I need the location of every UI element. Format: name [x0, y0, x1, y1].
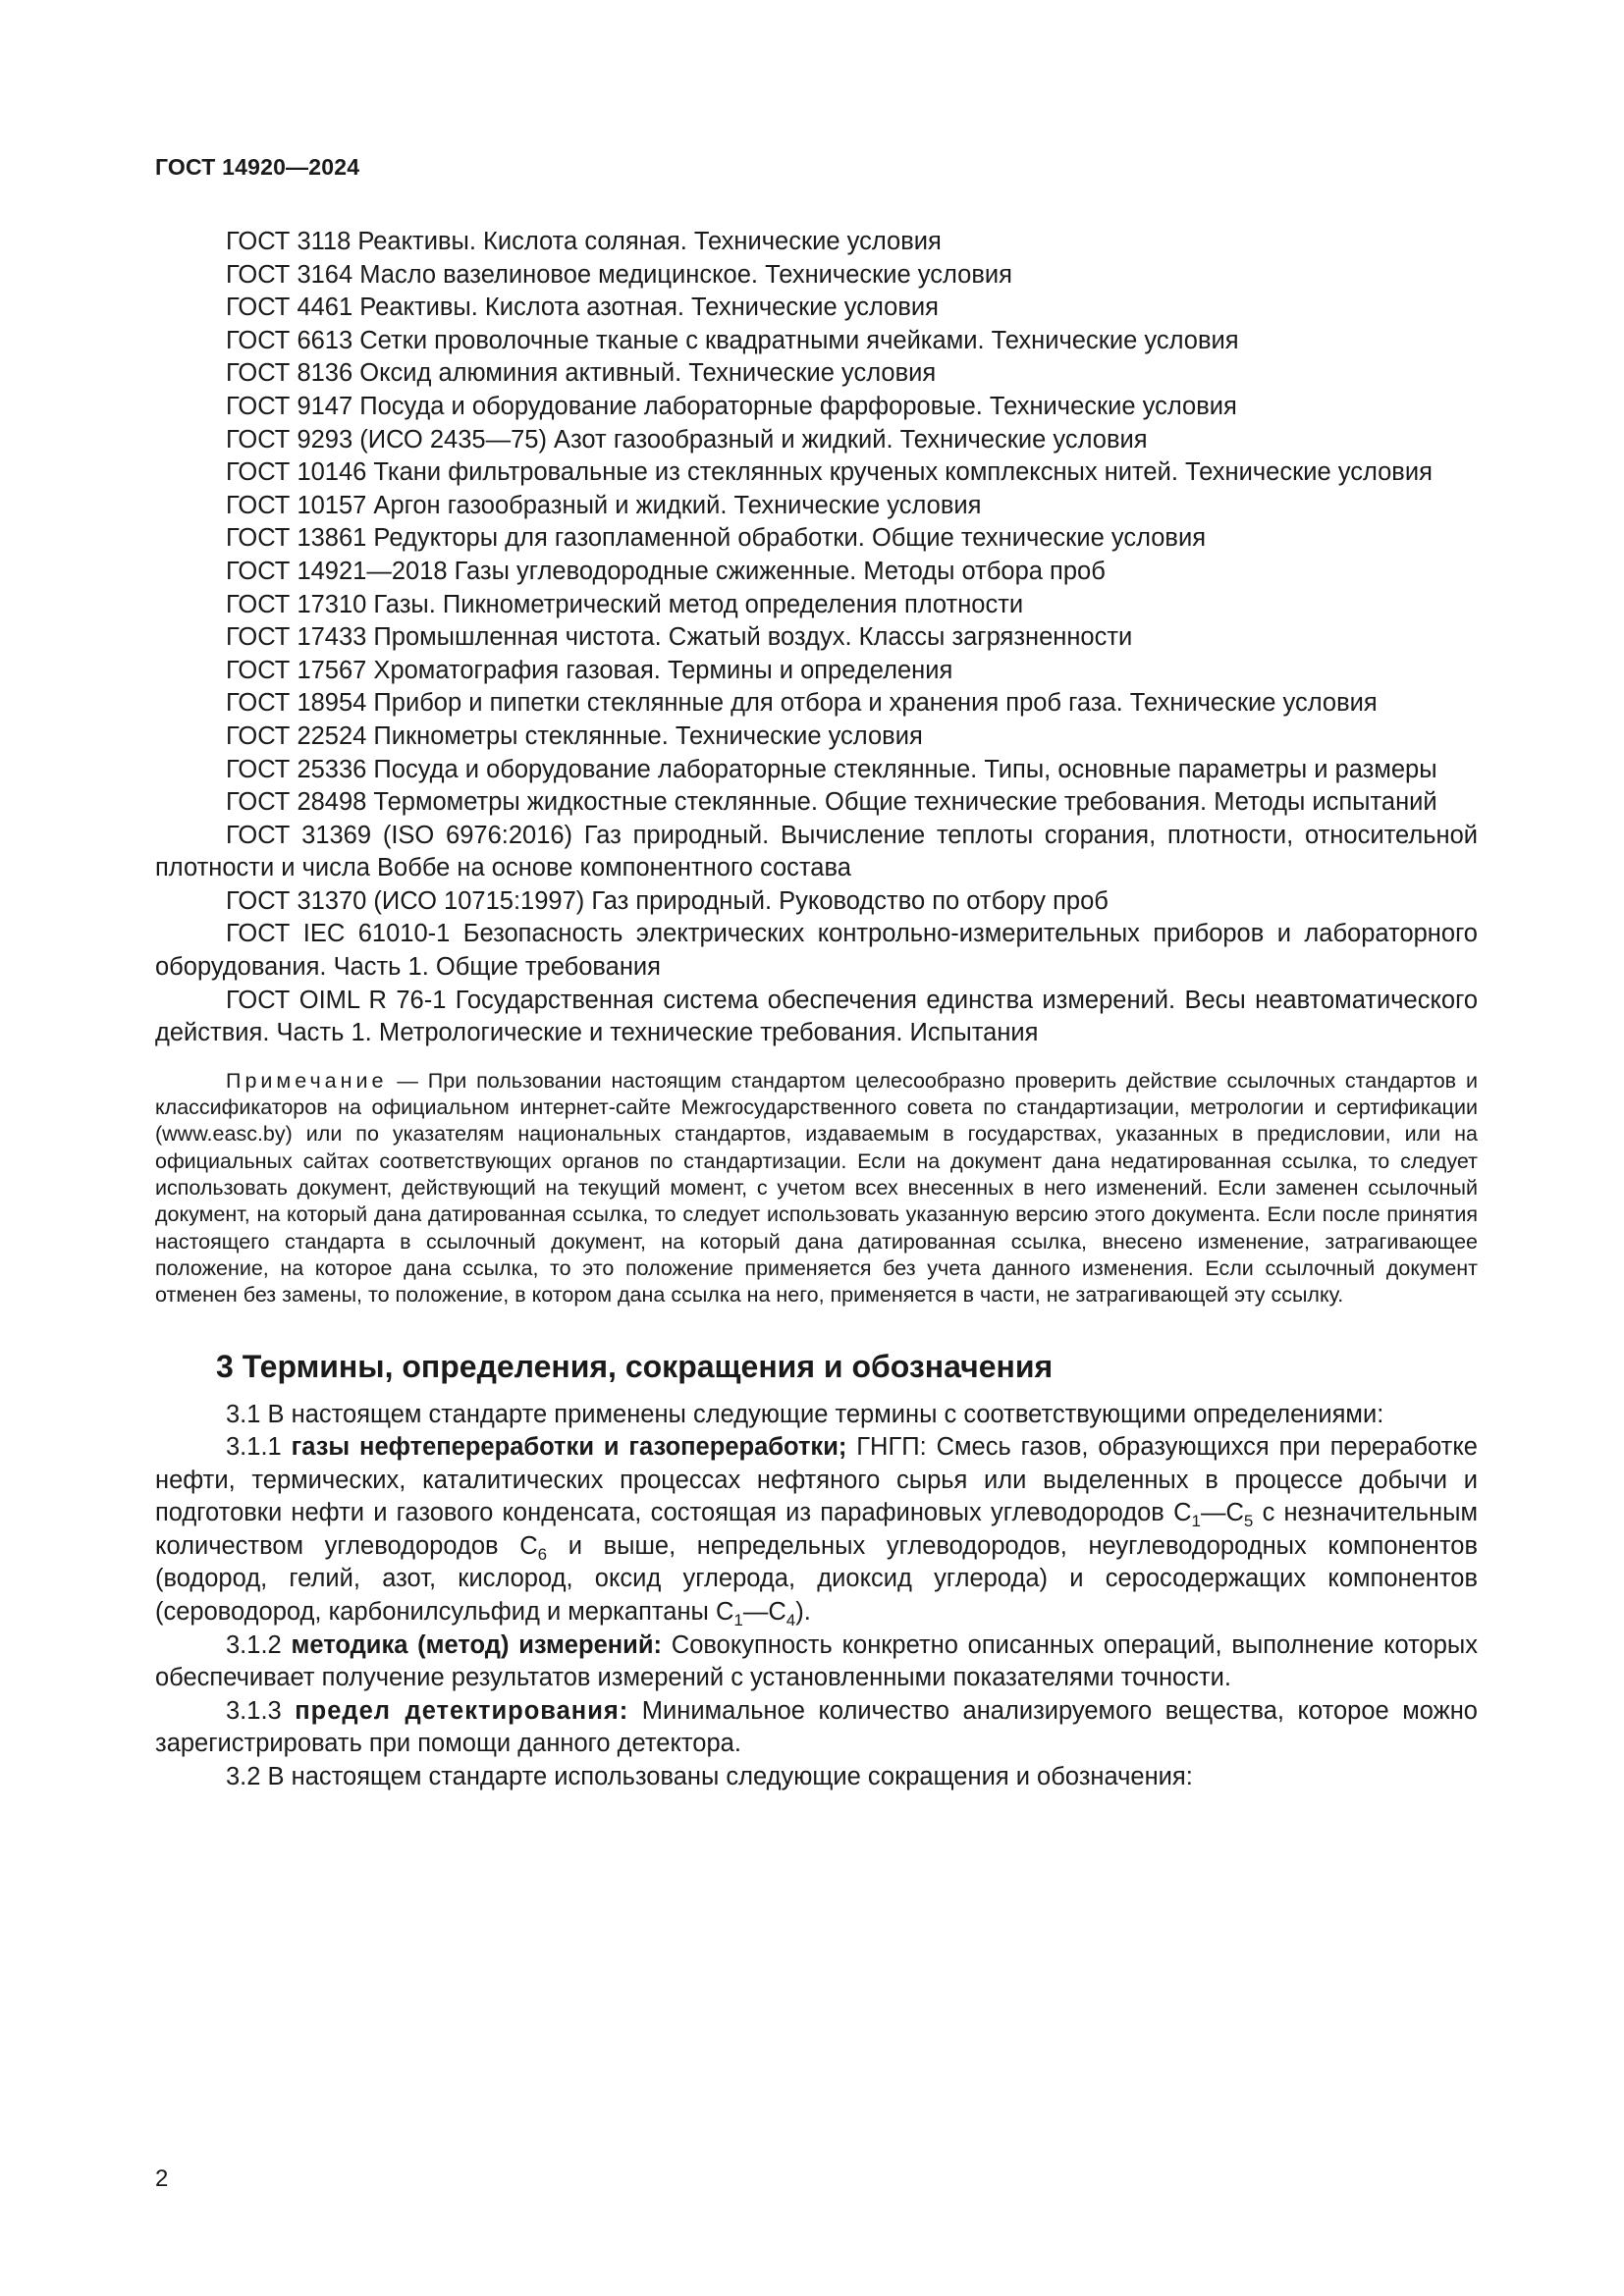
reference-item: ГОСТ 17433 Промышленная чистота. Сжатый воздух. Классы загрязненности — [226, 623, 1133, 652]
reference-item: ГОСТ OIML R 76-1 Государственная система обеспечения единства измерений. Весы неавтоматического действия. Часть 1. Метрологические и технические требования. Испытания — [155, 986, 1478, 1047]
definition-text: ГНГП: Смесь газов, образующихся при переработке нефти, термических, каталитических процессах нефтяного сырья или выделенных в процессе добычи и подготовки нефти и газового конденсата, состоящая из парафиновых углеводородов С — [155, 1433, 1478, 1527]
note-label: Примечание — [226, 1068, 388, 1093]
reference-item: ГОСТ 28498 Термометры жидкостные стеклянные. Общие технические требования. Методы испытаний — [226, 788, 1437, 817]
term-name: предел детектирования: — [295, 1696, 629, 1725]
reference-item: ГОСТ 10146 Ткани фильтровальные из стеклянных крученых комплексных нитей. Технические условия — [226, 458, 1433, 487]
clause-number: 3.1.1 — [226, 1433, 292, 1462]
reference-item: ГОСТ 3164 Масло вазелиновое медицинское. Технические условия — [226, 260, 1012, 289]
paragraph-3-1-1 — [155, 1431, 1478, 1629]
reference-item: ГОСТ 9293 (ИСО 2435—75) Азот газообразный и жидкий. Технические условия — [226, 425, 1148, 454]
note-block — [155, 1068, 1478, 1309]
reference-item: ГОСТ 17567 Хроматография газовая. Термины и определения — [226, 656, 953, 684]
definition-text: Минимальное количество анализируемого вещества, которое можно зарегистрировать при помощи данного детектора. — [155, 1696, 1478, 1758]
reference-item: ГОСТ IEC 61010-1 Безопасность электрических контрольно-измерительных приборов и лабораторного оборудования. Часть 1. Общие требования — [155, 920, 1478, 982]
reference-item: ГОСТ 8136 Оксид алюминия активный. Технические условия — [226, 359, 937, 388]
document-code-header: ГОСТ 14920—2024 — [155, 154, 360, 180]
reference-item: ГОСТ 6613 Сетки проволочные тканые с квадратными ячейками. Технические условия — [226, 326, 1239, 354]
references-list — [155, 226, 1478, 1050]
reference-item: ГОСТ 3118 Реактивы. Кислота соляная. Технические условия — [226, 228, 942, 255]
subscript: 1 — [1191, 1512, 1201, 1531]
note-text: — При пользовании настоящим стандартом целесообразно проверить действие ссылочных стандартов и классификаторов на официальном интернет-сайте Межгосударственного совета по стандартизации, метрологии и сертификации (www.easc.by) или по указателям национальных стандартов, издаваемым в государствах, указанных в предисловии, или на официальных сайтах соответствующих органов по стандартизации. Если на документ дана недатированная ссылка, то следует использовать документ, действующий на текущий момент, с учетом всех внесенных в него изменений. Если заменен ссылочный документ, на который дана датированная ссылка, то следует использовать указанную версию этого документа. Если после принятия настоящего стандарта в ссылочный документ, на который дана датированная ссылка, внесено изменение, затрагивающее положение, на которое дана ссылка, то это положение применяется без учета данного изменения. Если ссылочный документ отменен без замены, то положение, в котором дана ссылка на него, применяется в части, не затрагивающей эту ссылку. — [155, 1068, 1478, 1308]
page-number: 2 — [155, 2165, 169, 2192]
reference-item: ГОСТ 25336 Посуда и оборудование лабораторные стеклянные. Типы, основные параметры и размеры — [226, 755, 1437, 783]
clause-number: 3.1.3 — [226, 1696, 296, 1725]
definition-text: ). — [795, 1598, 811, 1627]
paragraph-3-1-3 — [155, 1695, 1478, 1761]
subscript: 4 — [785, 1611, 796, 1630]
paragraph-3-2: 3.2 В настоящем стандарте использованы следующие сокращения и обозначения: — [226, 1763, 1193, 1791]
page-content — [155, 226, 1478, 1794]
reference-item: ГОСТ 9147 Посуда и оборудование лабораторные фарфоровые. Технические условия — [226, 392, 1237, 420]
reference-item: ГОСТ 10157 Аргон газообразный и жидкий. Технические условия — [226, 491, 982, 519]
reference-item: ГОСТ 31369 (ISO 6976:2016) Газ природный. Вычисление теплоты сгорания, плотности, относительной плотности и числа Воббе на основе компонентного состава — [155, 821, 1478, 882]
definition-text: с незначительным количеством углеводородов С — [155, 1499, 1479, 1560]
term-name: газы нефтепереработки и газопереработки; — [291, 1433, 847, 1462]
reference-item: ГОСТ 4461 Реактивы. Кислота азотная. Технические условия — [226, 294, 939, 322]
reference-item: ГОСТ 17310 Газы. Пикнометрический метод определения плотности — [226, 590, 1024, 618]
reference-item: ГОСТ 13861 Редукторы для газопламенной обработки. Общие технические условия — [226, 524, 1207, 553]
section-3-heading: 3 Термины, определения, сокращения и обозначения — [216, 1348, 1054, 1384]
subscript: 5 — [1243, 1512, 1254, 1531]
definition-text: Совокупность конкретно описанных операций, выполнение которых обеспечивает получение результатов измерений с установленными показателями точности. — [155, 1630, 1478, 1692]
reference-item: ГОСТ 22524 Пикнометры стеклянные. Технические условия — [226, 721, 923, 750]
paragraph-3-1-2 — [155, 1629, 1478, 1695]
subscript: 1 — [733, 1611, 743, 1630]
reference-item: ГОСТ 18954 Прибор и пипетки стеклянные для отбора и хранения проб газа. Технические условия — [226, 689, 1378, 718]
reference-item: ГОСТ 31370 (ИСО 10715:1997) Газ природный. Руководство по отбору проб — [226, 886, 1109, 915]
term-name: методика (метод) измерений: — [291, 1630, 662, 1659]
clause-number: 3.1.2 — [226, 1630, 292, 1659]
reference-item: ГОСТ 14921—2018 Газы углеводородные сжиженные. Методы отбора проб — [226, 557, 1106, 585]
definition-text: —С — [1200, 1499, 1244, 1527]
definition-text: и выше, непредельных углеводородов, неуглеводородных компонентов (водород, гелий, азот, кислород, оксид углерода, диоксид углерода) и серосодержащих компонентов (сероводород, карбонилсульфид и меркаптаны С — [155, 1531, 1478, 1627]
definition-text: —С — [742, 1598, 786, 1627]
paragraph-3-1: 3.1 В настоящем стандарте применены следующие термины с соответствующими определениями: — [226, 1400, 1384, 1428]
subscript: 6 — [537, 1544, 548, 1564]
